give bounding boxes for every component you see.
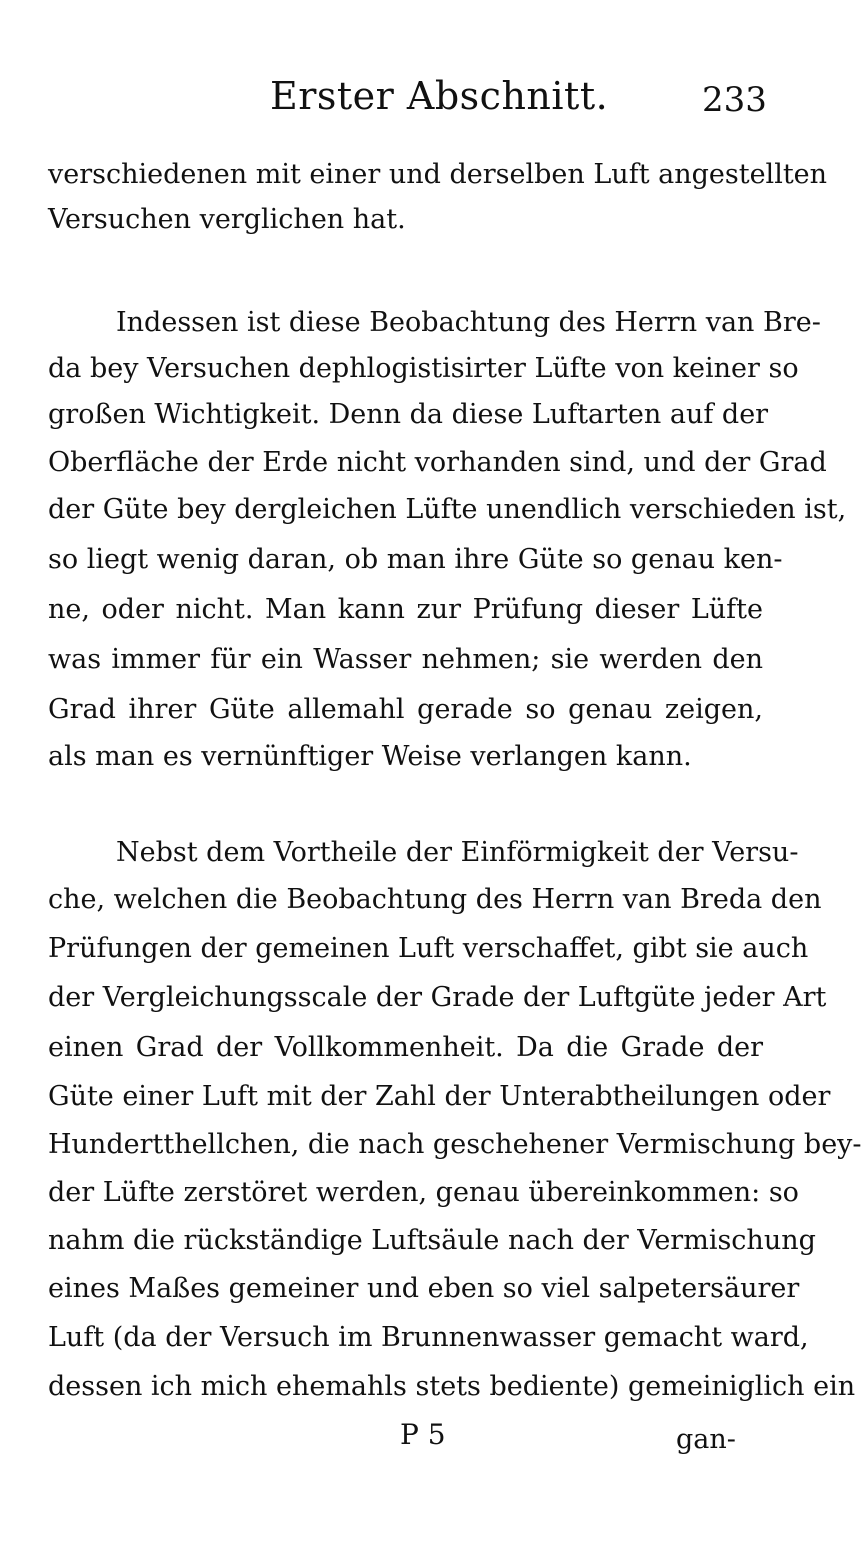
- text-line: Prüfungen der gemeinen Luft verschaffet, gibt sie auch: [48, 933, 809, 964]
- text-line: Oberfläche der Erde nicht vorhanden sind, und der Grad: [48, 447, 827, 478]
- text-line: dessen ich mich ehemahls stets bediente) gemeiniglich ein: [48, 1371, 856, 1402]
- text-line: Versuchen verglichen hat.: [48, 204, 406, 235]
- text-line: Hundertthellchen, die nach geschehener Vermischung bey-: [48, 1129, 862, 1160]
- text-line: der Lüfte zerstöret werden, genau übereinkommen: so: [48, 1177, 799, 1208]
- text-line: großen Wichtigkeit. Denn da diese Luftarten auf der: [48, 399, 769, 430]
- text-line: so liegt wenig daran, ob man ihre Güte so genau ken-: [48, 544, 783, 575]
- signature-mark: P 5: [400, 1418, 446, 1451]
- text-line: da bey Versuchen dephlogistisirter Lüfte von keiner so: [48, 353, 799, 384]
- text-line: Grad ihrer Güte allemahl gerade so genau zeigen,: [48, 694, 763, 725]
- page-number: 233: [702, 80, 767, 120]
- text-line: der Güte bey dergleichen Lüfte unendlich verschieden ist,: [48, 494, 847, 525]
- text-line: Nebst dem Vortheile der Einförmigkeit der Versu-: [116, 837, 799, 868]
- text-line: ne, oder nicht. Man kann zur Prüfung dieser Lüfte: [48, 594, 763, 625]
- text-line: Indessen ist diese Beobachtung des Herrn van Bre-: [116, 307, 821, 338]
- text-line: Güte einer Luft mit der Zahl der Unterabtheilungen oder: [48, 1081, 831, 1112]
- text-line: Luft (da der Versuch im Brunnenwasser gemacht ward,: [48, 1322, 809, 1353]
- catchword: gan-: [676, 1424, 736, 1455]
- text-line: als man es vernünftiger Weise verlangen kann.: [48, 741, 692, 772]
- text-line: was immer für ein Wasser nehmen; sie werden den: [48, 644, 763, 675]
- running-head: Erster Abschnitt.: [270, 74, 609, 118]
- text-line: einen Grad der Vollkommenheit. Da die Grade der: [48, 1032, 763, 1063]
- text-line: der Vergleichungsscale der Grade der Luftgüte jeder Art: [48, 982, 827, 1013]
- text-line: eines Maßes gemeiner und eben so viel salpetersäurer: [48, 1273, 800, 1304]
- text-line: che, welchen die Beobachtung des Herrn van Breda den: [48, 884, 822, 915]
- text-line: verschiedenen mit einer und derselben Luft angestellten: [48, 159, 828, 190]
- text-line: nahm die rückständige Luftsäule nach der Vermischung: [48, 1225, 816, 1256]
